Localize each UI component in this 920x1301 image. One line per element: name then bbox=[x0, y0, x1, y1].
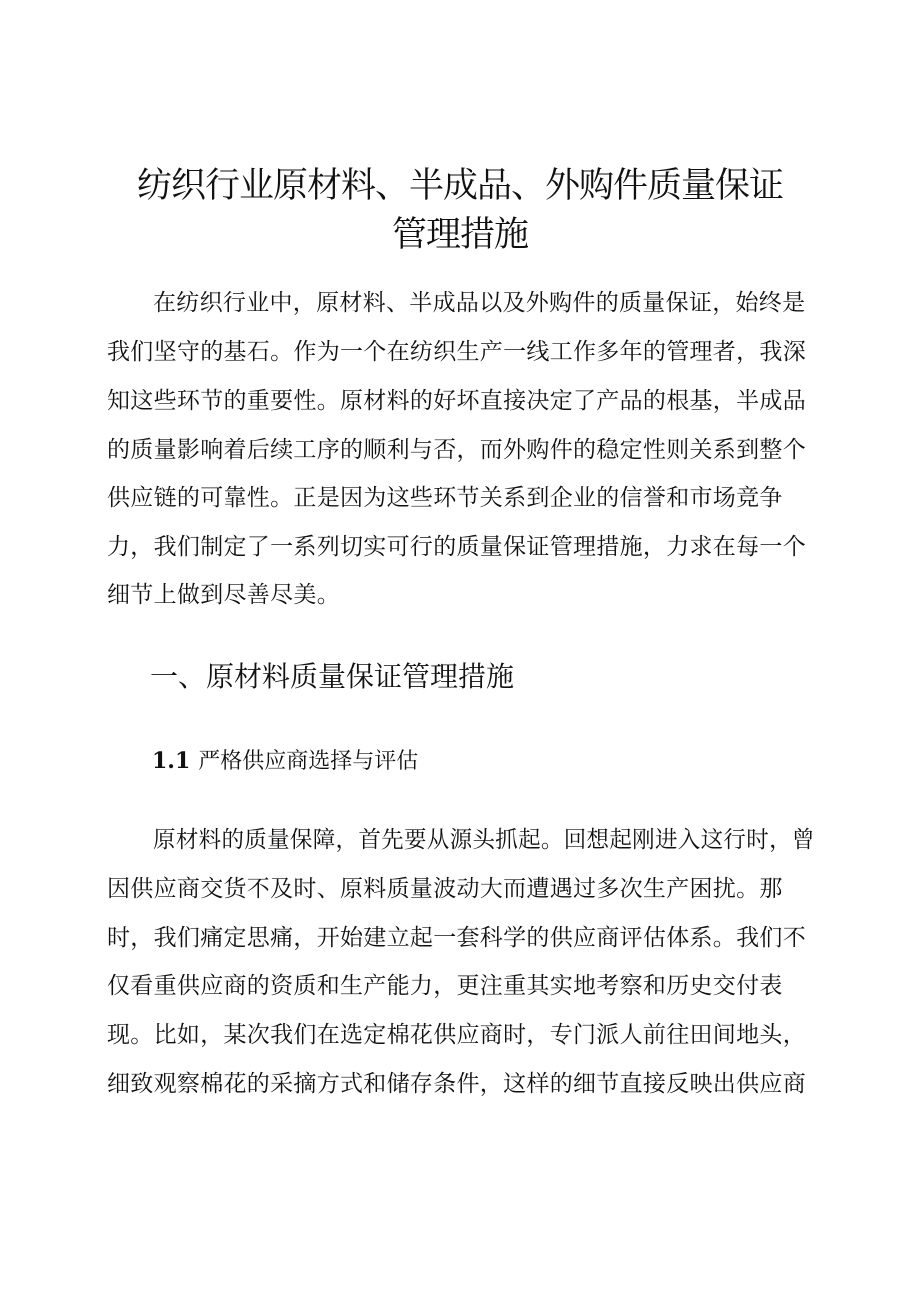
body-line: 原材料的质量保障，首先要从源头抓起。回想起刚进入这行时，曾 bbox=[153, 827, 815, 853]
document-title-line-2: 管理措施 bbox=[391, 215, 528, 255]
body-line: 时，我们痛定思痛，开始建立起一套科学的供应商评估体系。我们不 bbox=[107, 925, 806, 951]
section-1-heading: 一、原材料质量保证管理措施 bbox=[150, 660, 515, 693]
body-line: 因供应商交货不及时、原料质量波动大而遭遇过多次生产困扰。那 bbox=[107, 876, 783, 902]
intro-line: 的质量影响着后续工序的顺利与否，而外购件的稳定性则关系到整个 bbox=[107, 437, 806, 463]
intro-line: 细节上做到尽善尽美。 bbox=[107, 582, 340, 608]
document-title-line-1: 纺织行业原材料、半成品、外购件质量保证 bbox=[136, 166, 783, 206]
intro-line: 供应链的可靠性。正是因为这些环节关系到企业的信誉和市场竞争 bbox=[107, 485, 783, 511]
intro-line: 我们坚守的基石。作为一个在纺织生产一线工作多年的管理者，我深 bbox=[107, 339, 806, 365]
subsection-1-1-heading bbox=[152, 750, 418, 773]
body-line: 仅看重供应商的资质和生产能力，更注重其实地考察和历史交付表 bbox=[107, 973, 783, 999]
intro-line: 在纺织行业中，原材料、半成品以及外购件的质量保证，始终是 bbox=[153, 290, 806, 316]
subsection-number: 1.1 bbox=[152, 748, 191, 774]
subsection-title: 严格供应商选择与评估 bbox=[198, 749, 419, 774]
intro-line: 力，我们制定了一系列切实可行的质量保证管理措施，力求在每一个 bbox=[107, 534, 806, 560]
intro-line: 知这些环节的重要性。原材料的好坏直接决定了产品的根基，半成品 bbox=[107, 388, 806, 414]
body-line: 现。比如，某次我们在选定棉花供应商时，专门派人前往田间地头， bbox=[107, 1022, 806, 1048]
body-line: 细致观察棉花的采摘方式和储存条件，这样的细节直接反映出供应商 bbox=[107, 1071, 806, 1097]
